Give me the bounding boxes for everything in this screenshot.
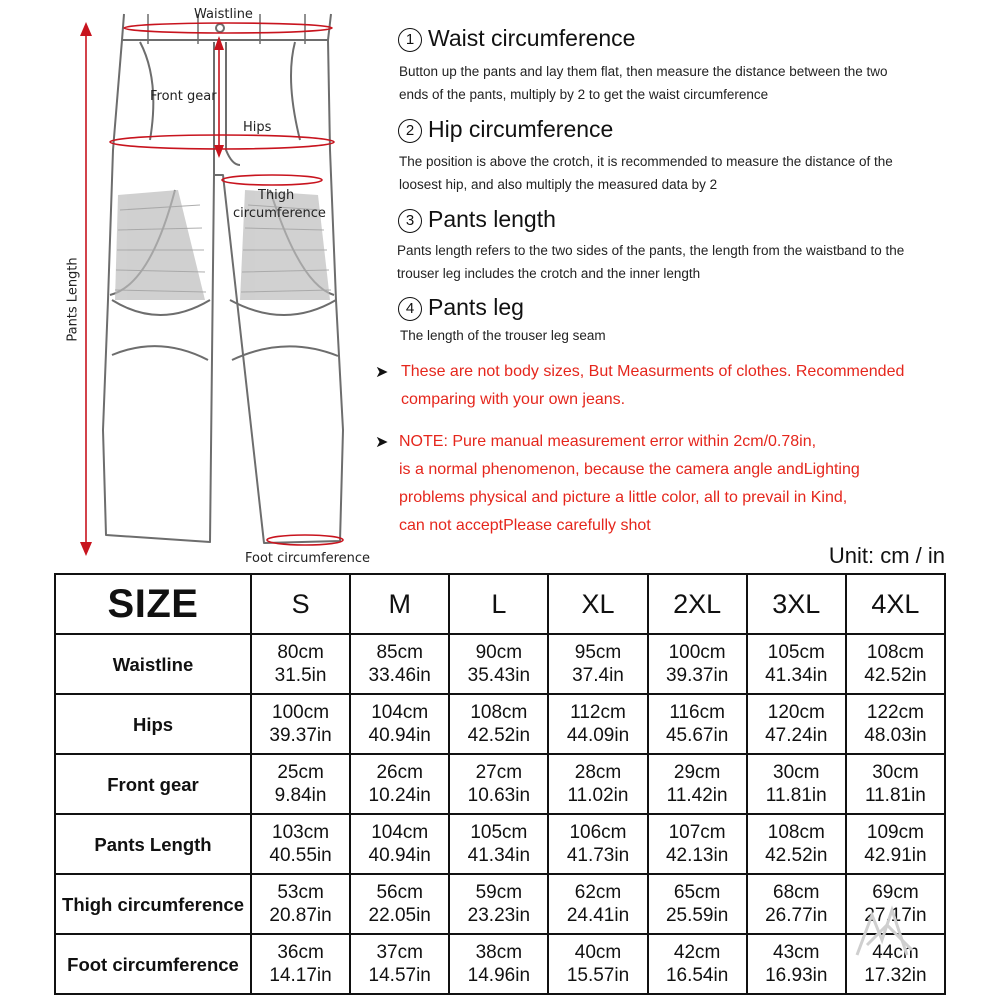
- size-column-header: L: [449, 574, 548, 634]
- inch-value: 41.73in: [566, 845, 630, 866]
- measurement-cell: [251, 634, 350, 694]
- measurement-cell: [747, 694, 846, 754]
- measurement-cell: [350, 934, 449, 994]
- measurement-cell: [648, 874, 747, 934]
- text-line: The length of the trouser leg seam: [400, 328, 606, 343]
- inch-value: 47.24in: [765, 725, 828, 746]
- measurement-cell: [846, 814, 945, 874]
- section-number: 3: [398, 209, 422, 233]
- measurement-cell: [449, 634, 548, 694]
- cm-value: 108cm: [470, 702, 528, 723]
- measurement-cell: [251, 754, 350, 814]
- clothes-size-note: [401, 358, 904, 414]
- inch-value: 11.42in: [666, 785, 728, 806]
- section-1-text: [399, 60, 959, 106]
- cm-value: 40cm: [574, 942, 622, 963]
- measurement-cell: [648, 754, 747, 814]
- measurement-cell: [350, 694, 449, 754]
- inch-value: 22.05in: [368, 905, 431, 926]
- measurement-cell: [251, 814, 350, 874]
- section-number: 1: [398, 28, 422, 52]
- measurement-cell: [747, 874, 846, 934]
- cm-value: 105cm: [767, 642, 825, 663]
- measurement-cell: [449, 874, 548, 934]
- inch-value: 14.17in: [269, 965, 332, 986]
- note-line: is a normal phenomenon, because the camera angle andLighting: [399, 461, 860, 478]
- measurement-cell: [350, 634, 449, 694]
- hips-label: Hips: [243, 120, 272, 135]
- inch-value: 24.41in: [566, 905, 630, 926]
- measurement-cell: [548, 934, 647, 994]
- text-line: Button up the pants and lay them flat, then measure the distance between the two: [399, 64, 888, 79]
- measurement-cell: [449, 934, 548, 994]
- cm-value: 104cm: [371, 702, 429, 723]
- inch-value: 42.52in: [467, 725, 531, 746]
- row-header: Hips: [55, 694, 251, 754]
- cm-value: 120cm: [767, 702, 825, 723]
- inch-value: 41.34in: [467, 845, 531, 866]
- measurement-cell: [251, 874, 350, 934]
- cm-value: 38cm: [475, 942, 523, 963]
- thigh-label-line1: Thigh: [258, 188, 295, 203]
- cm-value: 108cm: [866, 642, 924, 663]
- note-line: These are not body sizes, But Measurments of clothes. Recommended: [401, 363, 905, 380]
- measurement-cell: [350, 874, 449, 934]
- table-row: [55, 694, 945, 754]
- table-row: [55, 934, 945, 994]
- measurement-cell: [846, 634, 945, 694]
- front-gear-label: Front gear: [150, 89, 217, 104]
- section-title-text: Hip circumference: [428, 116, 614, 142]
- measurement-cell: [350, 754, 449, 814]
- watermark-logo-icon: [852, 905, 922, 960]
- section-4-text: [400, 324, 960, 347]
- cm-value: 36cm: [277, 942, 324, 963]
- cm-value: 65cm: [673, 882, 721, 903]
- cm-value: 104cm: [371, 822, 429, 843]
- inch-value: 41.34in: [765, 665, 828, 686]
- measurement-error-note: [399, 428, 860, 540]
- cm-value: 105cm: [470, 822, 528, 843]
- section-title-text: Pants leg: [428, 294, 524, 320]
- cm-value: 42cm: [673, 942, 721, 963]
- inch-value: 42.52in: [765, 845, 828, 866]
- cm-value: 53cm: [277, 882, 324, 903]
- cm-value: 103cm: [272, 822, 330, 843]
- foot-circumference-label: Foot circumference: [245, 551, 371, 566]
- inch-value: 44.09in: [566, 725, 630, 746]
- section-3-text: [397, 239, 957, 285]
- inch-value: 37.4in: [572, 665, 624, 686]
- note-line: problems physical and picture a little color, all to prevail in Kind,: [399, 489, 848, 506]
- inch-value: 16.54in: [665, 965, 729, 986]
- measurement-cell: [648, 934, 747, 994]
- section-2-title: [398, 116, 613, 143]
- size-column-header: 3XL: [747, 574, 846, 634]
- row-header: Front gear: [55, 754, 251, 814]
- cm-value: 116cm: [669, 702, 725, 723]
- inch-value: 23.23in: [467, 905, 531, 926]
- cm-value: 29cm: [673, 762, 721, 783]
- section-number: 2: [398, 119, 422, 143]
- pants-measurement-diagram: [0, 0, 380, 570]
- measurement-cell: [747, 814, 846, 874]
- table-row: [55, 754, 945, 814]
- cm-value: 44cm: [872, 942, 919, 963]
- measurement-cell: [449, 694, 548, 754]
- measurement-cell: [548, 694, 647, 754]
- section-4-title: [398, 294, 524, 321]
- inch-value: 42.52in: [864, 665, 927, 686]
- inch-value: 17.32in: [864, 965, 927, 986]
- inch-value: 11.02in: [567, 785, 629, 806]
- cm-value: 108cm: [767, 822, 825, 843]
- size-table-body: [55, 634, 945, 994]
- section-title-text: Waist circumference: [428, 25, 636, 51]
- inch-value: 31.5in: [274, 665, 327, 686]
- inch-value: 45.67in: [665, 725, 729, 746]
- cm-value: 30cm: [773, 762, 820, 783]
- measurement-cell: [846, 754, 945, 814]
- unit-label: Unit: cm / in: [828, 543, 945, 568]
- cm-value: 106cm: [569, 822, 627, 843]
- cm-value: 68cm: [773, 882, 820, 903]
- measurement-cell: [548, 754, 647, 814]
- arrow-bullet-icon: ➤: [375, 434, 389, 451]
- measurement-cell: [548, 814, 647, 874]
- inch-value: 10.63in: [467, 785, 531, 806]
- inch-value: 11.81in: [864, 785, 926, 806]
- inch-value: 40.94in: [368, 725, 431, 746]
- inch-value: 14.57in: [368, 965, 431, 986]
- cm-value: 122cm: [866, 702, 924, 723]
- waistline-label: Waistline: [194, 7, 253, 22]
- size-column-header: M: [350, 574, 449, 634]
- inch-value: 35.43in: [467, 665, 531, 686]
- size-column-header: 2XL: [648, 574, 747, 634]
- size-column-header: S: [251, 574, 350, 634]
- note-line: comparing with your own jeans.: [401, 391, 626, 408]
- section-2-text: [399, 150, 959, 196]
- cm-value: 107cm: [668, 822, 726, 843]
- measurement-cell: [251, 934, 350, 994]
- size-chart-table: [54, 573, 946, 995]
- cm-value: 90cm: [475, 642, 523, 663]
- cm-value: 100cm: [668, 642, 726, 663]
- measurement-cell: [747, 754, 846, 814]
- size-column-header: 4XL: [846, 574, 945, 634]
- inch-value: 10.24in: [368, 785, 431, 806]
- pants-length-label: Pants Length: [65, 257, 81, 342]
- text-line: trouser leg includes the crotch and the inner length: [397, 266, 701, 281]
- measurement-cell: [449, 754, 548, 814]
- cm-value: 37cm: [376, 942, 423, 963]
- measurement-cell: [648, 694, 747, 754]
- inch-value: 40.94in: [368, 845, 431, 866]
- row-header: Waistline: [55, 634, 251, 694]
- section-3-title: [398, 206, 556, 233]
- measurement-cell: [350, 814, 449, 874]
- inch-value: 25.59in: [665, 905, 729, 926]
- inch-value: 9.84in: [274, 785, 327, 806]
- measurement-cell: [846, 694, 945, 754]
- inch-value: 42.13in: [665, 845, 729, 866]
- inch-value: 11.81in: [765, 785, 827, 806]
- cm-value: 62cm: [574, 882, 622, 903]
- cm-value: 85cm: [376, 642, 423, 663]
- size-header: SIZE: [55, 574, 251, 634]
- measurement-cell: [251, 694, 350, 754]
- inch-value: 40.55in: [269, 845, 332, 866]
- cm-value: 43cm: [773, 942, 820, 963]
- row-header: Pants Length: [55, 814, 251, 874]
- cm-value: 30cm: [872, 762, 919, 783]
- text-line: ends of the pants, multiply by 2 to get the waist circumference: [399, 87, 769, 102]
- measurement-cell: [747, 934, 846, 994]
- pants-illustration: [0, 0, 380, 570]
- cm-value: 27cm: [475, 762, 523, 783]
- row-header: Thigh circumference: [55, 874, 251, 934]
- cm-value: 28cm: [574, 762, 622, 783]
- cm-value: 100cm: [272, 702, 330, 723]
- section-1-title: [398, 25, 635, 52]
- cm-value: 56cm: [376, 882, 423, 903]
- measurement-cell: [747, 634, 846, 694]
- inch-value: 39.37in: [665, 665, 729, 686]
- inch-value: 14.96in: [467, 965, 531, 986]
- measurement-cell: [449, 814, 548, 874]
- cm-value: 25cm: [277, 762, 324, 783]
- cm-value: 80cm: [277, 642, 324, 663]
- text-line: Pants length refers to the two sides of the pants, the length from the waistband to the: [397, 243, 905, 258]
- measurement-cell: [548, 634, 647, 694]
- inch-value: 26.77in: [765, 905, 828, 926]
- inch-value: 20.87in: [269, 905, 332, 926]
- note-line: NOTE: Pure manual measurement error within 2cm/0.78in,: [399, 433, 817, 450]
- cm-value: 112cm: [570, 702, 626, 723]
- table-row: [55, 814, 945, 874]
- thigh-label-line2: circumference: [233, 206, 326, 221]
- measurement-cell: [648, 634, 747, 694]
- cm-value: 109cm: [866, 822, 924, 843]
- cm-value: 59cm: [475, 882, 523, 903]
- cm-value: 95cm: [574, 642, 622, 663]
- inch-value: 33.46in: [368, 665, 431, 686]
- section-title-text: Pants length: [428, 206, 556, 232]
- cm-value: 69cm: [872, 882, 919, 903]
- table-row: [55, 874, 945, 934]
- cm-value: 26cm: [376, 762, 423, 783]
- table-row: [55, 634, 945, 694]
- note-line: can not acceptPlease carefully shot: [399, 517, 651, 534]
- row-header: Foot circumference: [55, 934, 251, 994]
- measurement-cell: [648, 814, 747, 874]
- inch-value: 39.37in: [269, 725, 332, 746]
- measurement-cell: [548, 874, 647, 934]
- arrow-bullet-icon: ➤: [375, 364, 389, 381]
- inch-value: 15.57in: [566, 965, 630, 986]
- inch-value: 42.91in: [864, 845, 927, 866]
- text-line: loosest hip, and also multiply the measured data by 2: [399, 177, 718, 192]
- section-number: 4: [398, 297, 422, 321]
- table-header-row: [55, 574, 945, 634]
- inch-value: 27.17in: [864, 905, 927, 926]
- inch-value: 16.93in: [765, 965, 828, 986]
- inch-value: 48.03in: [864, 725, 927, 746]
- text-line: The position is above the crotch, it is recommended to measure the distance of the: [399, 154, 893, 169]
- size-column-header: XL: [548, 574, 647, 634]
